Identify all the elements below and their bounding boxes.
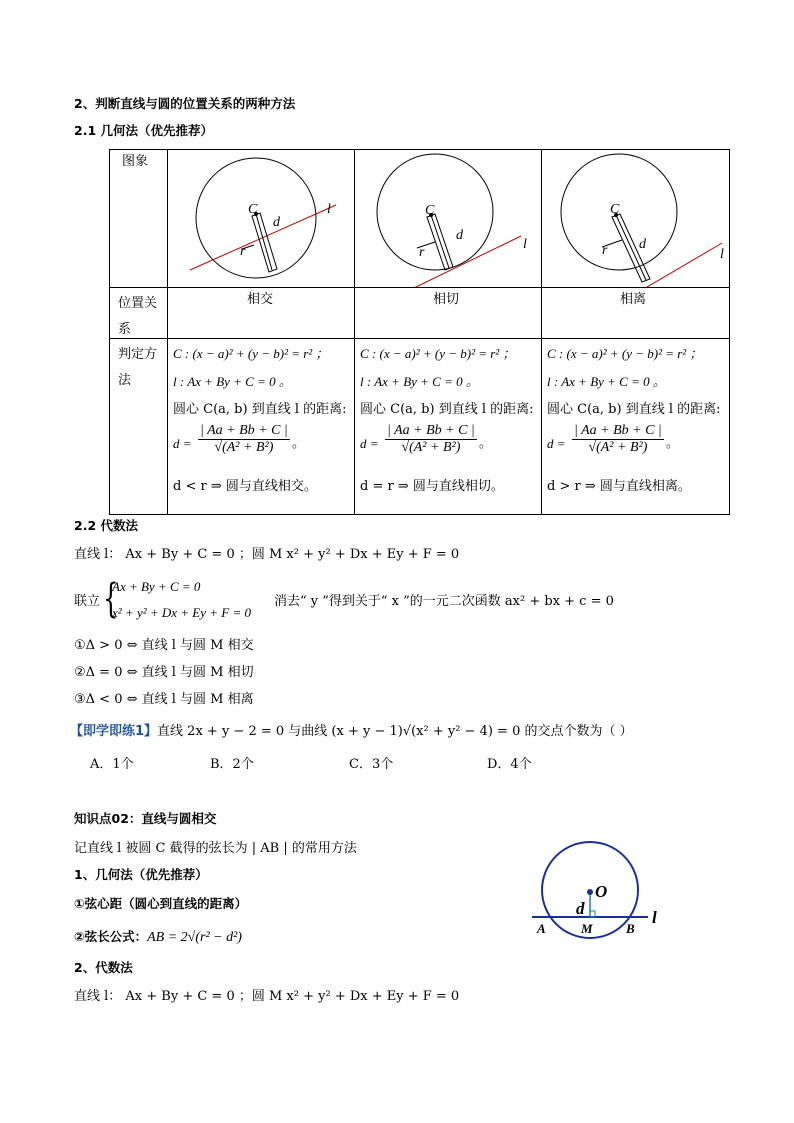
diagram-tangent	[355, 150, 542, 288]
svg-text:r: r	[602, 243, 608, 258]
judge-separate: C : (x − a)² + (y − b)² = r² ； l : Ax + By + C = 0 。 圆心 C(a, b) 到直线 l 的距离: d = $\frac{| Aa + Bb + C |}{\text{√(A² + B²)}}$ 。 d > r ⇒ 圆与直线相离。	[542, 339, 730, 515]
system-eq1: Ax + By + C = 0	[112, 579, 201, 594]
kp2-intro: 记直线 l 被圆 C 截得的弦长为 | AB | 的常用方法	[74, 841, 357, 856]
option-a: A．1个	[90, 757, 134, 772]
diagram-separate	[542, 150, 730, 288]
chord-diagram	[528, 838, 668, 948]
label-M: M	[581, 921, 593, 936]
relation-tangent: 相切	[355, 288, 542, 339]
svg-text:d: d	[456, 228, 463, 243]
algebraic-line-def: 直线 l： Ax + By + C = 0 ；圆 M x² + y² + Dx + Ey + F = 0	[74, 547, 460, 562]
practice-question: 【即学即练1】直线 2x + y − 2 = 0 与曲线 (x + y − 1)√(x² + y² − 4) = 0 的交点个数为（ ）	[70, 724, 633, 739]
kp2-alg-heading: 2、代数法	[74, 960, 133, 975]
svg-text:l: l	[720, 247, 724, 262]
algebraic-heading: 2.2 代数法	[74, 518, 138, 533]
diagram-intersect	[168, 150, 355, 288]
case-2: ②Δ = 0 ⇔ 直线 l 与圆 M 相切	[74, 665, 254, 680]
option-b: B．2个	[210, 757, 254, 772]
svg-text:d: d	[639, 237, 646, 252]
option-c: C．3个	[349, 757, 394, 772]
relation-separate: 相离	[542, 288, 730, 339]
row-label-judge: 判定方法	[110, 339, 168, 515]
kp2-heading: 知识点02：直线与圆相交	[74, 811, 217, 826]
kp2-item2-formula: AB = 2√(r² − d²)	[147, 930, 242, 945]
option-d: D．4个	[487, 757, 532, 772]
label-line: l	[327, 202, 331, 217]
label-d: d	[576, 899, 585, 918]
label-l: l	[652, 908, 657, 927]
case-1: ①Δ > 0 ⇔ 直线 l 与圆 M 相交	[74, 638, 254, 653]
label-A: A	[537, 921, 546, 936]
label-B: B	[626, 921, 635, 936]
conclusion-separate: d > r ⇒ 圆与直线相离。	[547, 479, 691, 494]
practice-tag: 【即学即练1】	[70, 724, 158, 739]
judge-tangent: C : (x − a)² + (y − b)² = r² ； l : Ax + By + C = 0 。 圆心 C(a, b) 到直线 l 的距离: d = $\frac{| Aa + Bb + C |}{\text{√(A² + B²)}}$ 。 d = r ⇒ 圆与直线相切。	[355, 339, 542, 515]
label-radius: r	[240, 244, 246, 259]
kp2-item2-label: ②弦长公式：	[74, 929, 148, 944]
system-label: 联立	[74, 594, 101, 609]
label-center: C	[248, 202, 258, 217]
kp2-item1: ①弦心距（圆心到直线的距离）	[74, 896, 248, 911]
label-dist: d	[273, 215, 280, 230]
svg-text:C: C	[610, 202, 620, 217]
kp2-geo-heading: 1、几何法（优先推荐）	[74, 867, 208, 882]
case-3: ③Δ < 0 ⇔ 直线 l 与圆 M 相离	[74, 692, 254, 707]
conclusion-tangent: d = r ⇒ 圆与直线相切。	[360, 479, 504, 494]
section-heading: 2、判断直线与圆的位置关系的两种方法	[74, 96, 296, 111]
judge-intersect: C : (x − a)² + (y − b)² = r² ； l : Ax + By + C = 0 。 圆心 C(a, b) 到直线 l 的距离: d = $\frac{| Aa + Bb + C |}{\text{√(A² + B²)}}$ 。 d < r ⇒ 圆与直线相交。	[168, 339, 355, 515]
svg-text:l: l	[523, 237, 527, 252]
system-tail: 消去“ y ”得到关于“ x ”的一元二次函数 ax² + bx + c = 0	[274, 594, 614, 609]
label-O: O	[595, 882, 608, 901]
geometric-method-heading: 2.1 几何法（优先推荐）	[74, 123, 213, 138]
system-brace: {	[103, 576, 119, 622]
system-eq2: x² + y² + Dx + Ey + F = 0	[112, 605, 252, 620]
row-label-relation: 位置关系	[110, 288, 168, 339]
svg-text:C: C	[425, 203, 435, 218]
conclusion-intersect: d < r ⇒ 圆与直线相交。	[173, 479, 317, 494]
svg-text:r: r	[419, 245, 425, 260]
relation-intersect: 相交	[168, 288, 355, 339]
relation-table	[109, 149, 730, 515]
kp2-line-def: 直线 l： Ax + By + C = 0 ；圆 M x² + y² + Dx + Ey + F = 0	[74, 989, 460, 1004]
row-label-image: 图象	[110, 150, 168, 288]
